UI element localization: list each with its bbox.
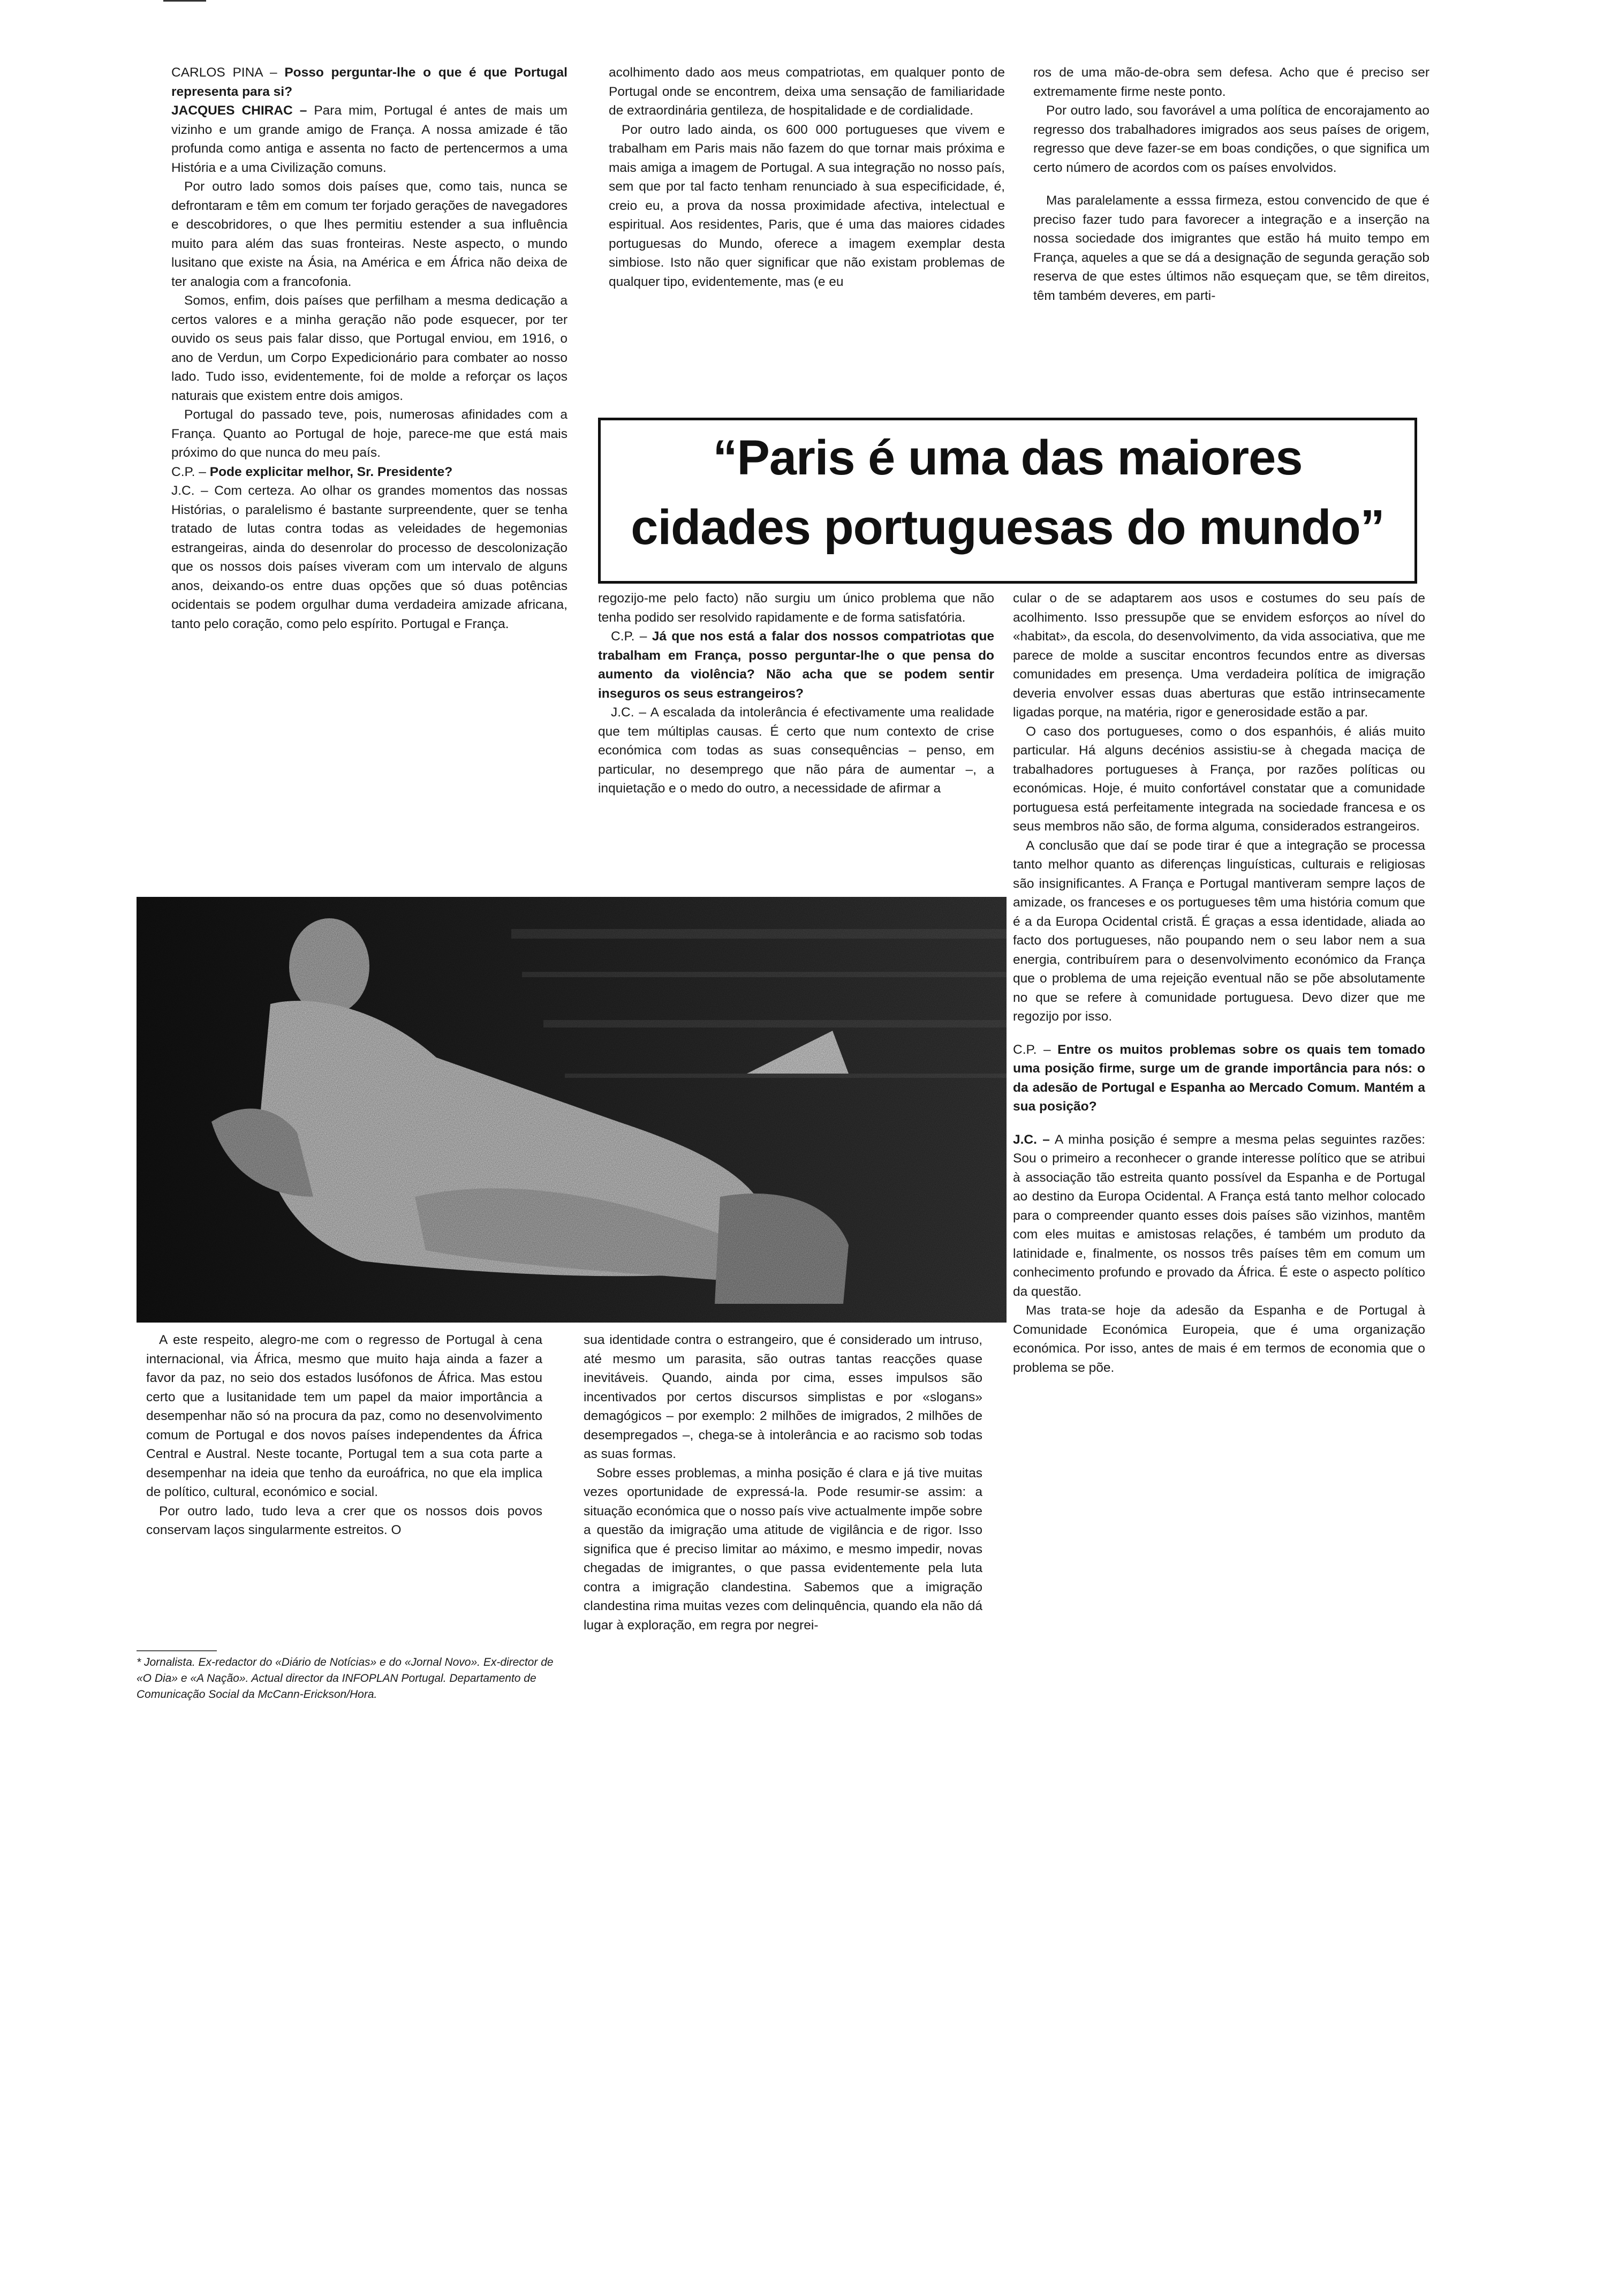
author-footnote: * Jornalista. Ex-redactor do «Diário de Notícias» e do «Jornal Novo». Ex-director de «O Dia» e «A Nação». Actual director da INFOPLAN Portugal. Departamento de Comunicação Social da McCann-Erickson/Hora.	[137, 1656, 554, 1701]
column-1-top	[171, 63, 568, 633]
paragraph: A conclusão que daí se pode tirar é que a integração se processa tanto melhor quanto as diferenças linguísticas, culturais e religiosas são insignificantes. A França e Portugal mantiveram sempre laços de amizade, os franceses e os portugueses têm uma história comum que é a da Europa Ocidental cristã. É graças a essa identidade, aliada ao facto dos portugueses, não poupando nem o seu labor nem a sua energia, contribuírem para o desenvolvimento económico da França que o problema de uma rejeição eventual não se põe absolutamente no que se refere à comunidade portuguesa. Devo dizer que me regozijo por isso.	[1013, 838, 1425, 1024]
column-3-top	[1033, 63, 1429, 305]
column-2-top	[609, 63, 1005, 291]
paragraph: regozijo-me pelo facto) não surgiu um único problema que não tenha podido ser resolvido rapidamente e de forma satisfatória.	[598, 591, 994, 625]
column-2-middle	[598, 589, 994, 798]
answer-3: J.C. – A escalada da intolerância é efectivamente uma realidade que tem múltiplas causas. É certo que num contexto de crise económica com todas as suas consequências – penso, em particular, no desemprego que não pára de aumentar –, a inquietação e o medo do outro, a necessidade de afirmar a	[598, 705, 994, 796]
paragraph: Sobre esses problemas, a minha posição é clara e já tive muitas vezes oportunidade de expressá-la. Pode resumir-se assim: a situação económica que o nosso país vive actualmente impõe sobre a questão da imigração uma atitude de vigilância e de rigor. Isso significa que é preciso limitar ao máximo, e mesmo impedir, novas chegadas de imigrantes, o que passa evidentemente pela luta contra a imigração clandestina. Sabemos que a imigração clandestina rima muitas vezes com delinquência, quando ela não dá lugar à exploração, em regra por negrei-	[584, 1466, 982, 1633]
paragraph: cular o de se adaptarem aos usos e costumes do seu país de acolhimento. Isso pressupõe que se envidem esforços ao nível do «habitat», da escola, do desenvolvimento, da vida associativa, que me parece de molde a suscitar encontros fecundos entre as diversas comunidades em presença. Uma verdadeira política de imigração deveria envolver essas duas aberturas que estão intrinsecamente ligadas porque, na matéria, rigor e generosidade estão a par.	[1013, 591, 1425, 720]
headline-line-1: “Paris é uma das maiores	[713, 430, 1303, 485]
paragraph: Por outro lado ainda, os 600 000 portugueses que vivem e trabalham em Paris mais não fazem do que tornar mais próxima e mais amiga a imagem de Portugal. A sua integração no nosso país, sem que por tal facto tenham renunciado à sua especificidade, é, creio eu, a prova da nossa proximidade afectiva, intelectual e espiritual. Aos residentes, Paris, que é uma das maiores cidades portuguesas do Mundo, oferece a imagem exemplar desta simbiose. Isto não quer significar que não existam problemas de qualquer tipo, evidentemente, mas (e eu	[609, 122, 1005, 289]
answer-2: J.C. – Com certeza. Ao olhar os grandes momentos das nossas Histórias, o paralelismo é bastante surpreendente, quer se tenha tratado de lutas contra todas as veleidades de hegemonias estrangeiras, ainda do desenrolar do processo de descolonização que os nossos dois países viveram com um intervalo de alguns anos, deixando-os entre duas opções que só duas potências ocidentais se podem orgulhar duma verdadeira amizade africana, tanto pelo coração, como pelo espírito. Portugal e França.	[171, 484, 568, 631]
paragraph: Por outro lado, sou favorável a uma política de encorajamento ao regresso dos trabalhadores imigrados aos seus países de origem, regresso que deve fazer-se em boas condições, o que significa um certo número de acordos com os países envolvidos.	[1033, 103, 1429, 175]
paragraph: Mas trata-se hoje da adesão da Espanha e de Portugal à Comunidade Económica Europeia, que é uma organização económica. Por isso, antes de mais é em termos de economia que o problema se põe.	[1013, 1303, 1425, 1375]
column-2-bottom	[584, 1331, 982, 1635]
footnote-rule	[137, 1650, 217, 1651]
paragraph: acolhimento dado aos meus compatriotas, em qualquer ponto de Portugal onde se encontrem, deixa uma sensação de familiaridade de extraordinária gentileza, de hospitalidade e de cordialidade.	[609, 65, 1005, 118]
question-2: C.P. – Pode explicitar melhor, Sr. Presidente?	[171, 464, 453, 479]
paragraph: Somos, enfim, dois países que perfilham a mesma dedicação a certos valores e a minha geração não pode esquecer, por ter ouvido os seus pais falar disso, que Portugal enviou, em 1916, o ano de Verdun, um Corpo Expedicionário para combater ao nosso lado. Tudo isso, evidentemente, foi de molde a reforçar os laços naturais que existem entre dois amigos.	[171, 293, 568, 403]
paragraph: A este respeito, alegro-me com o regresso de Portugal à cena internacional, via África, mesmo que muito haja ainda a fazer a favor da paz, no seio dos estados lusófonos de África. Mas estou certo que a lusitanidade tem um papel da maior importância a desempenhar não só na procura da paz, como no desenvolvimento comum de Portugal e dos novos países independentes da África Central e Austral. Neste tocante, Portugal tem a sua cota parte a desempenhar na ideia que tenho da euroáfrica, no que ela implica de político, cultural, económico e social.	[146, 1333, 542, 1499]
paragraph: Por outro lado, tudo leva a crer que os nossos dois povos conservam laços singularmente estreitos. O	[146, 1504, 542, 1537]
question-4: C.P. – Entre os muitos problemas sobre os quais tem tomado uma posição firme, surge um de grande importância para nós: o da adesão de Portugal e Espanha ao Mercado Comum. Mantém a sua posição?	[1013, 1042, 1425, 1114]
paragraph: Mas paralelamente a esssa firmeza, estou convencido de que é preciso fazer tudo para favorecer a integração e a inserção na nossa sociedade dos imigrantes que estão há muito tempo em França, aqueles a que se dá a designação de segunda geração sob reserva de que estes últimos não esqueçam que, se têm direitos, têm também deveres, em parti-	[1033, 193, 1429, 303]
headline-line-2: cidades portuguesas do mundo”	[631, 500, 1385, 555]
answer-4: J.C. – A minha posição é sempre a mesma pelas seguintes razões: Sou o primeiro a reconhecer o grande interesse político que se atribui à associação tão estreita quanto possível da Espanha e de Portugal ao destino da Europa Ocidental. A França está tanto melhor colocado para o compreender quanto esses dois países são vizinhos, mantêm com eles muitas e amistosas relações, é também um produto da latinidade e, finalmente, os nossos três países têm em comum um conhecimento profundo e provado da África. É este o aspecto político da questão.	[1013, 1132, 1425, 1299]
answer-1: JACQUES CHIRAC – Para mim, Portugal é antes de mais um vizinho e um grande amigo de França. A nossa amizade é tão profunda como antiga e assenta no facto de pertencermos a uma História e a uma Civilização comuns.	[171, 103, 568, 175]
column-1-bottom	[146, 1331, 542, 1540]
paragraph: O caso dos portugueses, como o dos espanhóis, é aliás muito particular. Há alguns decénios assistiu-se à chegada maciça de trabalhadores portugueses à França, por razões políticas ou económicas. Hoje, é muito confortável constatar que a comunidade portuguesa está perfeitamente integrada na sociedade francesa e os seus membros não são, de forma alguma, considerados estrangeiros.	[1013, 724, 1425, 834]
paragraph: Por outro lado somos dois países que, como tais, nunca se defrontaram e têm em comum ter forjado gerações de navegadores e descobridores, o que lhes permitiu estender a sua influência muito para além das suas fronteiras. Neste aspecto, o mundo lusitano que existe na Ásia, na América e em África não deixa de ter analogia com a francofonia.	[171, 179, 568, 289]
paragraph: sua identidade contra o estrangeiro, que é considerado um intruso, até mesmo um parasita, são outras tantas reacções quase inevitáveis. Quando, ainda por cima, esses impulsos são incentivados por certos discursos simplistas e por «slogans» demagógicos – por exemplo: 2 milhões de imigrados, 2 milhões de desempregados –, chega-se à intolerância e ao racismo sob todas as suas formas.	[584, 1333, 982, 1461]
interview-photo	[137, 897, 1007, 1323]
paragraph: Portugal do passado teve, pois, numerosas afinidades com a França. Quanto ao Portugal de hoje, parece-me que está mais próximo do que nunca do meu país.	[171, 407, 568, 460]
question-1: CARLOS PINA – Posso perguntar-lhe o que é que Portugal representa para si?	[171, 65, 568, 99]
headline-box	[598, 418, 1417, 584]
paragraph: ros de uma mão-de-obra sem defesa. Acho que é preciso ser extremamente firme neste ponto.	[1033, 65, 1429, 99]
column-3-bottom	[1013, 589, 1425, 1377]
top-rule	[163, 0, 206, 2]
question-3: C.P. – Já que nos está a falar dos nossos compatriotas que trabalham em França, posso perguntar-lhe o que pensa do aumento da violência? Não acha que se podem sentir inseguros os seus estrangeiros?	[598, 629, 994, 701]
